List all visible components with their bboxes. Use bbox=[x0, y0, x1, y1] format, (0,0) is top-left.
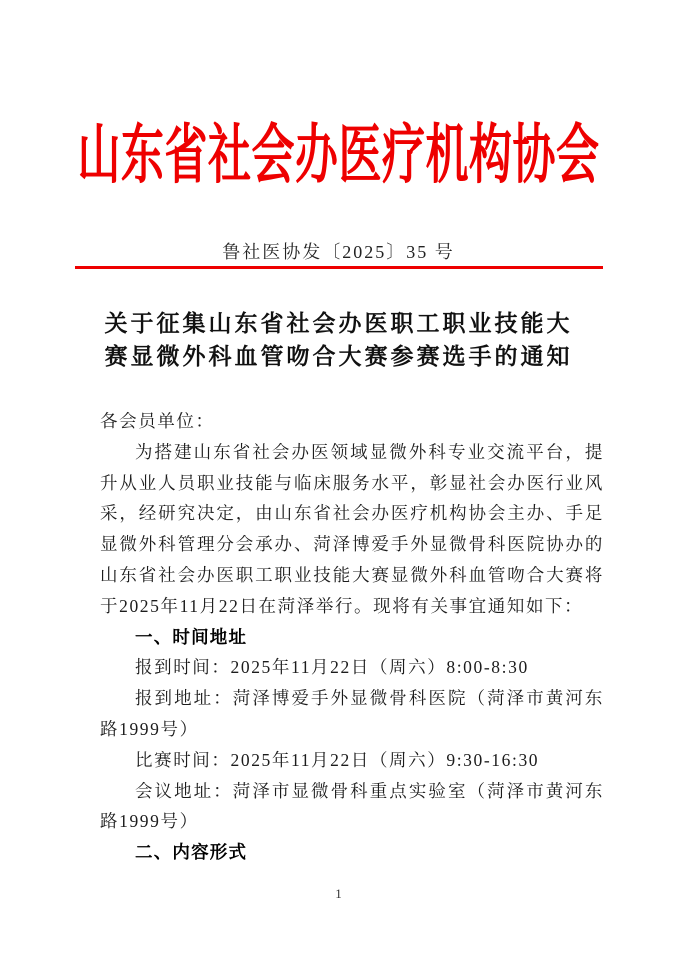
competition-time-line: 比赛时间：2025年11月22日（周六）9:30-16:30 bbox=[135, 749, 540, 770]
organization-title: 山东省社会办医疗机构协会 bbox=[77, 120, 600, 192]
notice-title-line-1: 关于征集山东省社会办医职工职业技能大 bbox=[104, 311, 573, 336]
red-divider-rule bbox=[75, 266, 603, 269]
section-heading-content-format: 二、内容形式 bbox=[135, 842, 248, 863]
letterhead bbox=[0, 120, 677, 192]
page-number: 1 bbox=[335, 886, 342, 901]
section-heading-time-location: 一、时间地址 bbox=[135, 626, 248, 647]
document-reference-number: 鲁社医协发〔2025〕35 号 bbox=[222, 242, 455, 262]
notice-title-line-2: 赛显微外科血管吻合大赛参赛选手的通知 bbox=[104, 344, 573, 369]
checkin-address-line: 报到地址：菏泽博爱手外显微骨科医院（菏泽市黄河东路1999号） bbox=[100, 688, 604, 739]
meeting-address-line: 会议地址：菏泽市显微骨科重点实验室（菏泽市黄河东路1999号） bbox=[100, 780, 604, 832]
salutation: 各会员单位： bbox=[100, 411, 215, 431]
document-body bbox=[100, 406, 604, 868]
intro-paragraph: 为搭建山东省社会办医领域显微外科专业交流平台，提升从业人员职业技能与临床服务水平，彰显社会办医行业风采，经研究决定，由山东省社会办医疗机构协会主办、手足显微外科管理分会承办、菏泽博爱手外显微骨科医院协办的山东省社会办医职工职业技能大赛显微外科血管吻合大赛将于2025年11月22日在菏泽举行。现将有关事宜通知如下： bbox=[100, 441, 604, 616]
notice-title bbox=[0, 307, 677, 373]
checkin-time-line: 报到时间：2025年11月22日（周六）8:00-8:30 bbox=[135, 657, 529, 678]
